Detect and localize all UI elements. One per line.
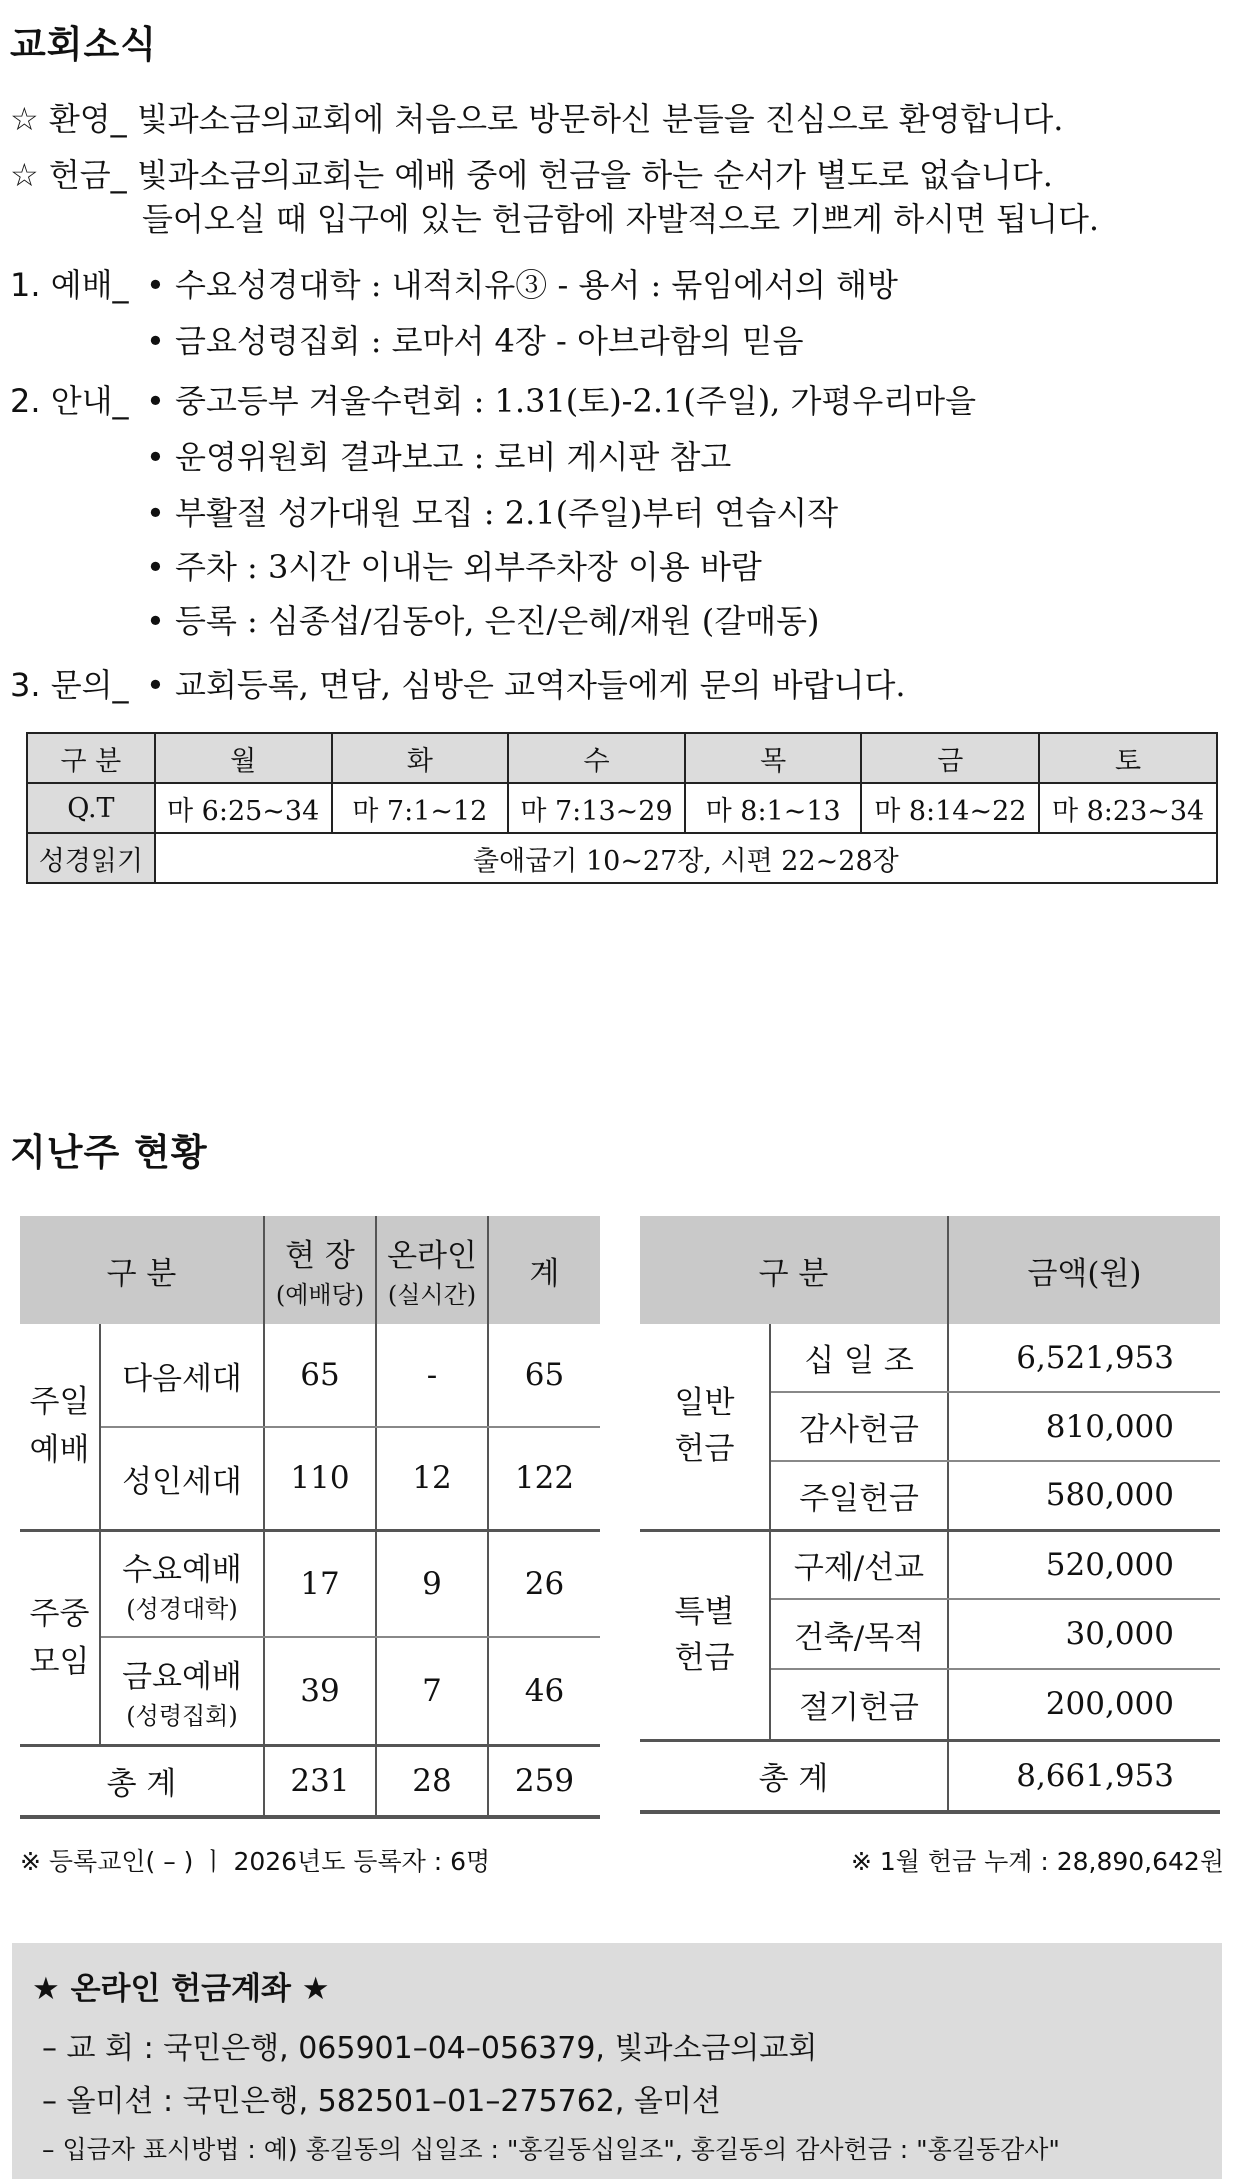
off-group-special: 특별 헌금 <box>640 1530 770 1740</box>
off-row-name: 십 일 조 <box>770 1324 948 1392</box>
att-row-online: - <box>376 1324 488 1427</box>
notice-bullet: • 교회등록, 면담, 심방은 교역자들에게 문의 바랍니다. <box>146 666 906 704</box>
att-header-division: 구 분 <box>20 1216 264 1324</box>
notice-worship-lead <box>10 260 129 306</box>
qt-cell: 마 7:1~12 <box>332 783 509 833</box>
att-row-name <box>100 1637 264 1745</box>
att-row-onsite: 17 <box>264 1530 376 1637</box>
qt-header-cell: 화 <box>332 733 509 783</box>
notice-guide-lead <box>10 376 129 422</box>
table-row <box>20 1637 600 1745</box>
off-row-amount: 6,521,953 <box>948 1324 1220 1392</box>
notice-bullet: • 수요성경대학 : 내적치유③ - 용서 : 묶임에서의 해방 <box>146 266 898 304</box>
att-header-total: 계 <box>488 1216 600 1324</box>
att-row-online: 9 <box>376 1530 488 1637</box>
off-row-name: 건축/목적 <box>770 1599 948 1669</box>
off-header-division: 구 분 <box>640 1216 948 1324</box>
welcome-text: 빛과소금의교회에 처음으로 방문하신 분들을 진심으로 환영합니다. <box>136 100 1064 138</box>
off-total-amount: 8,661,953 <box>948 1740 1220 1812</box>
offering-line-2: 들어오실 때 입구에 있는 헌금함에 자발적으로 기쁘게 하시면 됩니다. <box>142 200 1100 238</box>
registered-members-note: ※ 등록교인( – ) ㅣ 2026년도 등록자 : 6명 <box>20 1847 491 1876</box>
off-row-amount: 810,000 <box>948 1392 1220 1461</box>
qt-header-cell: 수 <box>508 733 685 783</box>
att-total-online: 28 <box>376 1745 488 1817</box>
att-row-total: 65 <box>488 1324 600 1427</box>
off-total-label: 총 계 <box>640 1740 948 1812</box>
offering-line <box>10 150 1053 196</box>
notice-bullet: • 중고등부 겨울수련회 : 1.31(토)-2.1(주일), 가평우리마을 <box>146 382 976 420</box>
att-header-online-sub: (실시간) <box>387 1281 477 1309</box>
off-row-amount: 30,000 <box>948 1599 1220 1669</box>
table-row <box>640 1740 1220 1812</box>
qt-header-cell: 월 <box>155 733 332 783</box>
table-row <box>640 1530 1220 1599</box>
att-header-online <box>376 1216 488 1324</box>
qt-table <box>26 732 1218 884</box>
account-depositor-guide: – 입금자 표시방법 : 예) 홍길동의 십일조 : "홍길동십일조", 홍길동의 감사헌금 : "홍길동감사" <box>42 2135 1060 2164</box>
att-row-name-label: 수요예배 <box>122 1551 242 1588</box>
off-row-name: 절기헌금 <box>770 1669 948 1740</box>
qt-header-cell: 금 <box>861 733 1039 783</box>
notice-bullet: • 운영위원회 결과보고 : 로비 게시판 참고 <box>146 438 732 476</box>
notice-lead: 3. 문의_ <box>10 666 129 704</box>
att-header-onsite-label: 현 장 <box>285 1238 355 1274</box>
qt-cell: 마 8:1~13 <box>685 783 862 833</box>
att-row-total: 122 <box>488 1427 600 1530</box>
att-row-name: 성인세대 <box>100 1427 264 1530</box>
reading-cell: 출애굽기 10~27장, 시편 22~28장 <box>155 833 1217 883</box>
offering-lead: ☆ 헌금_ <box>10 156 127 194</box>
account-allmission: – 올미션 : 국민은행, 582501–01–275762, 올미션 <box>42 2084 721 2119</box>
att-row-name-label: 금요예배 <box>122 1658 242 1695</box>
table-row <box>20 1530 600 1637</box>
news-title: 교회소식 <box>10 23 157 66</box>
att-row-total: 26 <box>488 1530 600 1637</box>
off-row-name: 구제/선교 <box>770 1530 948 1599</box>
off-row-amount: 520,000 <box>948 1530 1220 1599</box>
online-account-box <box>12 1943 1222 2179</box>
qt-header-cell: 목 <box>685 733 862 783</box>
table-row <box>20 1427 600 1530</box>
offering-table <box>640 1216 1220 1814</box>
account-church: – 교 회 : 국민은행, 065901–04–056379, 빛과소금의교회 <box>42 2031 818 2066</box>
attendance-table <box>20 1216 600 1819</box>
qt-header-cell: 구 분 <box>27 733 155 783</box>
att-row-name-sub: (성령집회) <box>126 1701 238 1730</box>
att-header-onsite <box>264 1216 376 1324</box>
att-row-name <box>100 1530 264 1637</box>
att-row-onsite: 110 <box>264 1427 376 1530</box>
notice-lead: 2. 안내_ <box>10 382 129 420</box>
table-row <box>640 1324 1220 1392</box>
off-row-amount: 580,000 <box>948 1461 1220 1530</box>
att-row-onsite: 39 <box>264 1637 376 1745</box>
qt-header-cell: 토 <box>1039 733 1217 783</box>
off-row-amount: 200,000 <box>948 1669 1220 1740</box>
welcome-lead: ☆ 환영_ <box>10 100 127 138</box>
qt-cell: 마 8:23~34 <box>1039 783 1217 833</box>
att-row-onsite: 65 <box>264 1324 376 1427</box>
att-row-total: 46 <box>488 1637 600 1745</box>
status-title: 지난주 현황 <box>10 1131 208 1174</box>
att-group-sunday: 주일 예배 <box>20 1324 100 1530</box>
notice-bullet: • 금요성령집회 : 로마서 4장 - 아브라함의 믿음 <box>146 322 804 360</box>
table-row <box>20 1745 600 1817</box>
table-row <box>20 1324 600 1427</box>
reading-row-label: 성경읽기 <box>27 833 155 883</box>
att-row-name: 다음세대 <box>100 1324 264 1427</box>
qt-cell: 마 6:25~34 <box>155 783 332 833</box>
off-row-name: 감사헌금 <box>770 1392 948 1461</box>
qt-cell: 마 8:14~22 <box>861 783 1039 833</box>
account-title: ★ 온라인 헌금계좌 ★ <box>32 1971 330 2007</box>
notice-lead: 1. 예배_ <box>10 266 129 304</box>
welcome-line <box>10 94 1063 140</box>
att-total-label: 총 계 <box>20 1745 264 1817</box>
att-row-online: 12 <box>376 1427 488 1530</box>
notice-bullet: • 주차 : 3시간 이내는 외부주차장 이용 바람 <box>146 548 762 586</box>
att-total-onsite: 231 <box>264 1745 376 1817</box>
qt-row-label: Q.T <box>27 783 155 833</box>
att-row-name-sub: (성경대학) <box>126 1594 238 1623</box>
notice-bullet: • 부활절 성가대원 모집 : 2.1(주일)부터 연습시작 <box>146 494 839 532</box>
att-row-online: 7 <box>376 1637 488 1745</box>
att-header-onsite-sub: (예배당) <box>275 1281 365 1309</box>
off-group-general: 일반 헌금 <box>640 1324 770 1530</box>
att-group-weekday: 주중 모임 <box>20 1530 100 1745</box>
qt-cell: 마 7:13~29 <box>508 783 685 833</box>
att-header-online-label: 온라인 <box>387 1238 477 1274</box>
notice-inquiry-lead <box>10 660 129 706</box>
off-row-name: 주일헌금 <box>770 1461 948 1530</box>
monthly-offering-note: ※ 1월 헌금 누계 : 28,890,642원 <box>850 1847 1224 1876</box>
att-total-total: 259 <box>488 1745 600 1817</box>
offering-text-1: 빛과소금의교회는 예배 중에 헌금을 하는 순서가 별도로 없습니다. <box>136 156 1053 194</box>
off-header-amount: 금액(원) <box>948 1216 1220 1324</box>
notice-bullet: • 등록 : 심종섭/김동아, 은진/은혜/재원 (갈매동) <box>146 602 820 640</box>
